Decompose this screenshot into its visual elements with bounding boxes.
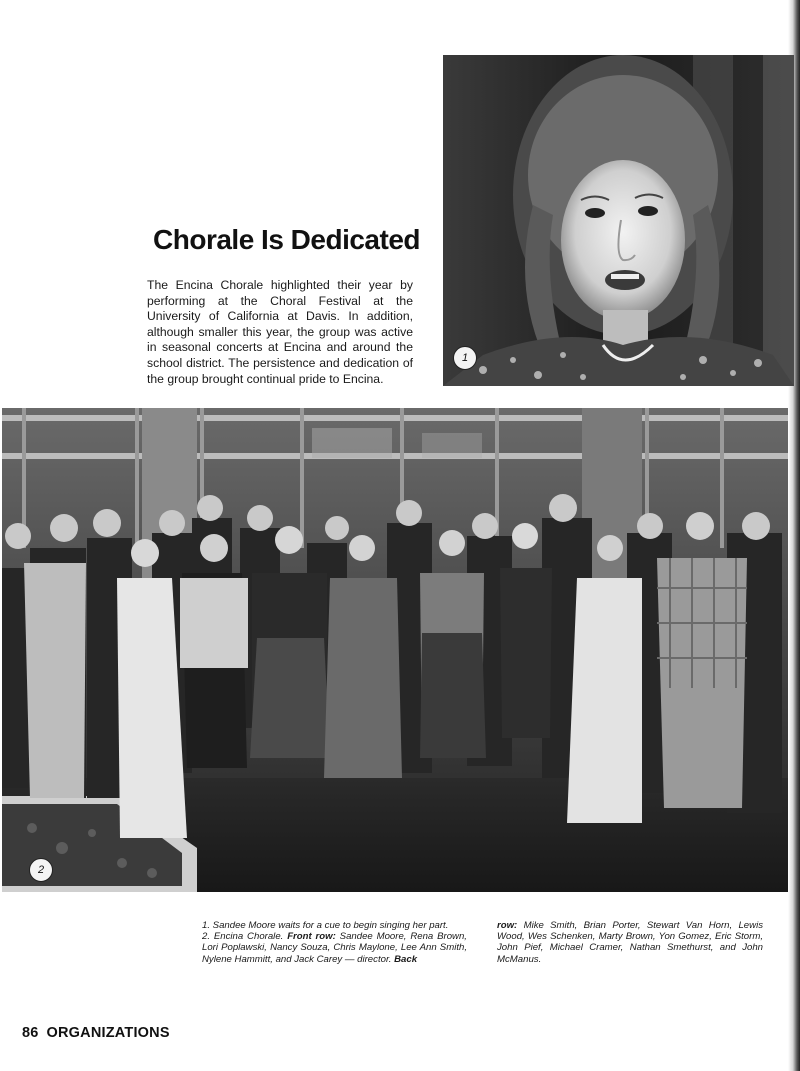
front-row-names: Sandee Moore, Rena Brown, Lori Poplawski, Nancy Souza, Chris Maylone, Lee Ann Smith, Nylene Hammitt, and Jack Carey — director. <box>202 931 467 965</box>
headline: Chorale Is Dedicated <box>153 224 420 255</box>
page-folio <box>22 1025 170 1041</box>
caption-column-right <box>497 920 763 965</box>
photo-encina-chorale-group <box>2 408 788 892</box>
caption-photo1: 1. Sandee Moore waits for a cue to begin singing her part. <box>202 920 449 931</box>
caption-photo2 <box>202 931 467 965</box>
article-body: The Encina Chorale highlighted their year by performing at the Choral Festival at the University of California at Davis. In addition, although smaller this year, the group was active in seasonal concerts at Encina and around the school district. The persistence and dedication of the group brought continual pride to Encina. <box>147 278 413 386</box>
back-row-names: Mike Smith, Brian Porter, Stewart Van Horn, Lewis Wood, Wes Schenken, Marty Brown, Yon Gomez, Eric Storm, John Pief, Michael Cramer, Nathan Smethurst, and John McManus. <box>497 920 763 965</box>
photo1-number-badge: 1 <box>453 346 477 370</box>
photo-sandee-moore-portrait <box>443 55 794 386</box>
front-row-label: Front row: <box>287 931 336 943</box>
back-row-label-start: Back <box>394 953 418 965</box>
section-name: ORGANIZATIONS <box>46 1025 170 1041</box>
back-row-label-end: row: <box>497 920 518 931</box>
caption-column-left <box>202 920 467 965</box>
photo2-number-badge: 2 <box>29 858 53 882</box>
caption-photo2-prefix: 2. Encina Chorale. <box>202 931 284 943</box>
page-number: 86 <box>22 1025 39 1041</box>
